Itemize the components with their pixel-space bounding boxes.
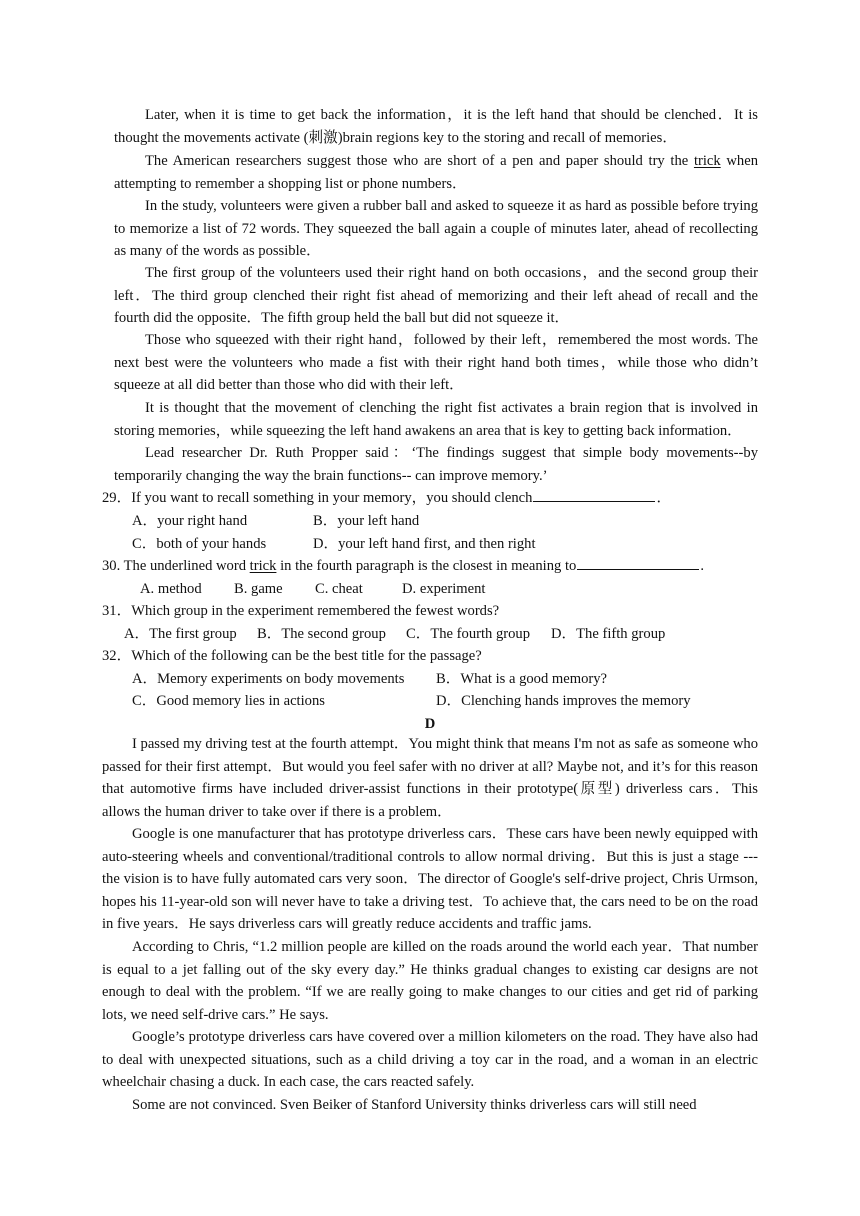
question-29-option-d: D．your left hand first, and then right bbox=[313, 536, 536, 552]
question-31-option-d: D．The fifth group bbox=[551, 626, 666, 642]
passage-c-paragraph-6: It is thought that the movement of clenching the right fist activates a brain region that is involved in storing memories，while squeezing the left hand awakens an area that is key to getting back information． bbox=[114, 400, 758, 439]
question-30-text-end: in the fourth paragraph is the closest in meaning to bbox=[276, 558, 577, 574]
question-32-option-b: B．What is a good memory? bbox=[436, 671, 608, 687]
underlined-word-trick: trick bbox=[693, 153, 721, 169]
question-29-option-c: C．both of your hands bbox=[132, 536, 267, 552]
passage-c-paragraph-7: Lead researcher Dr. Ruth Propper said：‘The findings suggest that simple body movements--by temporarily changing the way the brain functions-- can improve memory.’ bbox=[114, 445, 758, 484]
question-30-option-c: C. cheat bbox=[315, 581, 363, 597]
question-30-stem bbox=[102, 555, 704, 578]
question-31-option-c: C．The fourth group bbox=[406, 626, 531, 642]
question-32-stem: 32．Which of the following can be the best title for the passage? bbox=[102, 648, 482, 664]
question-32-option-d: D．Clenching hands improves the memory bbox=[436, 693, 691, 709]
question-30-option-d: D. experiment bbox=[402, 581, 486, 597]
passage-c-paragraph-2-end: when attempting to remember a shopping list or phone numbers． bbox=[114, 153, 758, 192]
passage-c-paragraph-3: In the study, volunteers were given a rubber ball and asked to squeeze it as hard as possible before trying to memorize a list of 72 words. They squeezed the ball again a couple of minutes later, ahead of recollecting as many of the words as possible． bbox=[114, 198, 758, 260]
question-32-option-c: C．Good memory lies in actions bbox=[132, 693, 325, 709]
question-29-text: 29．If you want to recall something in your memory，you should clench bbox=[102, 490, 533, 506]
passage-d-paragraph-5: Some are not convinced. Sven Beiker of Stanford University thinks driverless cars will still need bbox=[132, 1097, 697, 1113]
question-29-option-a: A．your right hand bbox=[132, 513, 248, 529]
passage-c-paragraph-5: Those who squeezed with their right hand，followed by their left，remembered the most words. The next best were the volunteers who made a fist with their right hand both times，while those who didn’t squeeze at all did better than those who did with their left． bbox=[114, 332, 758, 394]
question-30-underlined-word: trick bbox=[249, 558, 277, 574]
passage-d-paragraph-2: Google is one manufacturer that has prototype driverless cars．These cars have been newly equipped with auto-steering wheels and conventional/traditional controls to allow normal driving．But this is just a stage --- the vision is to have fully automated cars very soon．The director of Google's self-drive project, Chris Urmson, hopes his 11-year-old son will never have to take a driving test．To achieve that, the cars need to be on the road in five years．He says driverless cars will greatly reduce accidents and traffic jams. bbox=[102, 826, 758, 933]
passage-c-paragraph-4: The first group of the volunteers used their right hand on both occasions，and the second group their left．The third group clenched their right fist ahead of memorizing and their left ahead of recall and the fourth did the opposite．The fifth group held the ball but did not squeeze it． bbox=[114, 265, 758, 327]
passage-c-paragraph-2-start: The American researchers suggest those who are short of a pen and paper should try the bbox=[145, 153, 694, 169]
passage-d-paragraph-4: Google’s prototype driverless cars have covered over a million kilometers on the road. They have also had to deal with unexpected situations, such as a child driving a toy car in the road, and a woman in an electric wheelchair chasing a duck. In each case, the cars reacted safely. bbox=[102, 1029, 758, 1091]
question-31-option-a: A．The first group bbox=[124, 626, 237, 642]
question-31-option-b: B．The second group bbox=[257, 626, 386, 642]
question-30-text-start: 30. The underlined word bbox=[102, 558, 250, 574]
answer-blank bbox=[577, 555, 699, 570]
passage-d-paragraph-3: According to Chris, “1.2 million people are killed on the roads around the world each year．That number is equal to a jet falling out of the sky every day.” He thinks gradual changes to existing car designs are not enough to deal with the problem. “If we are really going to make changes to our cities and get rid of parking lots, we need self-drive cars.” He says. bbox=[102, 939, 758, 1023]
question-29-option-b: B．your left hand bbox=[313, 513, 420, 529]
question-29-end: ． bbox=[656, 490, 672, 506]
question-30-option-b: B. game bbox=[234, 581, 283, 597]
passage-c-paragraph-2 bbox=[114, 150, 758, 195]
passage-d-paragraph-1: I passed my driving test at the fourth attempt．You might think that means I'm not as safe as someone who passed for their first attempt．But would you feel safer with no driver at all? Maybe not, and it’s for this reason that automotive firms have included driver-assist functions in their prototype(原型) driverless cars．This allows the human driver to take over if there is a problem． bbox=[102, 736, 758, 820]
question-29-stem bbox=[102, 487, 671, 510]
question-30-end: . bbox=[700, 558, 704, 574]
section-d-title: D bbox=[424, 716, 436, 732]
question-32-option-a: A．Memory experiments on body movements bbox=[132, 671, 405, 687]
question-31-stem: 31．Which group in the experiment remembered the fewest words? bbox=[102, 603, 500, 619]
passage-c-paragraph-1: Later, when it is time to get back the information，it is the left hand that should be clenched．It is thought the movements activate (刺激)brain regions key to the storing and recall of memories． bbox=[114, 107, 758, 146]
question-30-option-a: A. method bbox=[140, 581, 202, 597]
answer-blank bbox=[533, 487, 655, 502]
